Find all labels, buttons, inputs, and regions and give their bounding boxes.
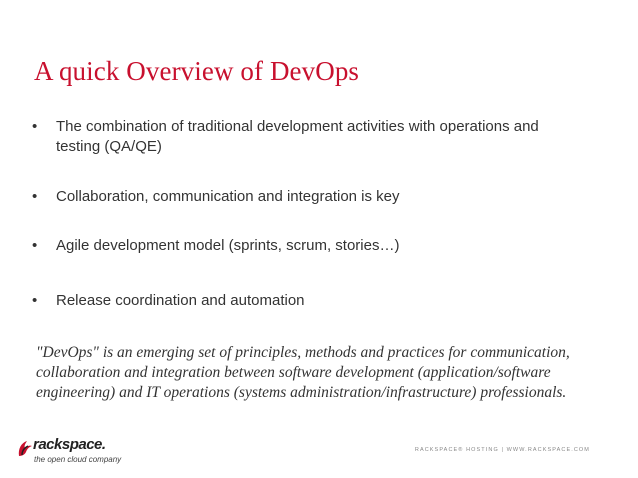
logo-tagline: the open cloud company bbox=[34, 455, 122, 464]
bullet-text: Agile development model (sprints, scrum, stories…) bbox=[56, 237, 400, 254]
bullet-icon: • bbox=[32, 292, 38, 309]
devops-definition-quote: "DevOps" is an emerging set of principles, methods and practices for communication, collaboration and integration between software development (application/software engineering) and IT operations (systems administration/infrastructure) professionals. bbox=[36, 344, 570, 401]
bullet-text: Release coordination and automation bbox=[56, 292, 305, 309]
bullet-icon: • bbox=[32, 237, 38, 254]
rackspace-logo bbox=[16, 436, 126, 470]
bullet-text: The combination of traditional development activities with operations and testing (QA/QE) bbox=[56, 118, 539, 155]
bullet-text: Collaboration, communication and integration is key bbox=[56, 188, 400, 205]
logo-wordmark: rackspace. bbox=[33, 436, 106, 453]
bullet-icon: • bbox=[32, 188, 38, 205]
bullet-icon: • bbox=[32, 118, 38, 135]
slide-title: A quick Overview of DevOps bbox=[34, 56, 360, 86]
rackspace-logo-mark-icon bbox=[16, 438, 34, 458]
footer-text: RACKSPACE® HOSTING | WWW.RACKSPACE.COM bbox=[414, 447, 590, 453]
